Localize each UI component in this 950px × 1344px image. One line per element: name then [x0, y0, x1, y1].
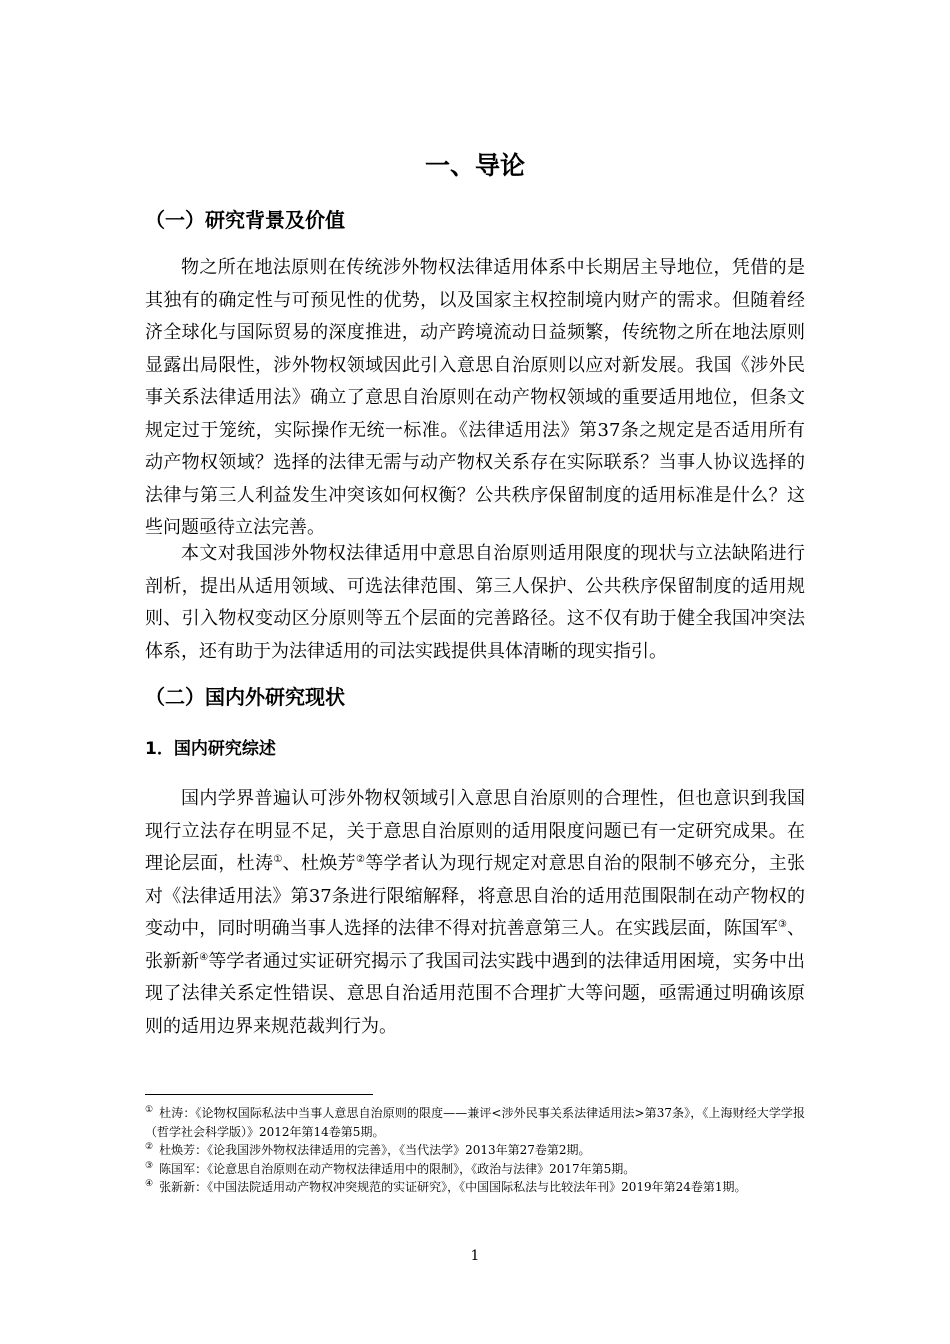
paragraph-text: 等学者通过实证研究揭示了我国司法实践中遇到的法律适用困境，实务中出现了法律关系定性错误、意思自治适用范围不合理扩大等问题，亟需通过明确该原则的适用边界来规范裁判行为。	[145, 950, 806, 1037]
footnote-mark: ②	[145, 1142, 154, 1153]
section-title-background: （一）研究背景及价值	[145, 208, 345, 232]
footnote-text: 陈国军：《论意思自治原则在动产物权法律适用中的限制》，《政治与法律》2017年第5期。	[159, 1161, 636, 1176]
footnote-mark: ③	[145, 1160, 154, 1171]
paragraph-background: 物之所在地法原则在传统涉外物权法律适用体系中长期居主导地位，凭借的是其独有的确定性与可预见性的优势，以及国家主权控制境内财产的需求。但随着经济全球化与国际贸易的深度推进，动产跨境流动日益频繁，传统物之所在地法原则显露出局限性，涉外物权领域因此引入意思自治原则以应对新发展。我国《涉外民事关系法律适用法》确立了意思自治原则在动产物权领域的重要适用地位，但条文规定过于笼统，实际操作无统一标准。《法律适用法》第37条之规定是否适用所有动产物权领域？选择的法律无需与动产物权关系存在实际联系？当事人协议选择的法律与第三人利益发生冲突该如何权衡？公共秩序保留制度的适用标准是什么？这些问题亟待立法完善。	[145, 257, 805, 538]
paragraph-text: 国内学界普遍认可涉外物权领域引入意思自治原则的合理性，但也意识到我国现行立法存在明显不足，关于意思自治原则的适用限度问题已有一定研究成果。在理论层面，杜涛	[145, 788, 805, 874]
paragraph-purpose: 本文对我国涉外物权法律适用中意思自治原则适用限度的现状与立法缺陷进行剖析，提出从适用领域、可选法律范围、第三人保护、公共秩序保留制度的适用规则、引入物权变动区分原则等五个层面的完善路径。这不仅有助于健全我国冲突法体系，还有助于为法律适用的司法实践提供具体清晰的现实指引。	[145, 543, 805, 662]
footnote-ref[interactable]: ③	[777, 919, 788, 930]
chapter-title: 一、导论	[424, 151, 525, 180]
footnote-text: 杜涛：《论物权国际私法中当事人意思自治原则的限度——兼评<涉外民事关系法律适用法>第37条》，《上海财经大学学报（哲学社会科学版）》2012年第14卷第5期。	[145, 1106, 805, 1139]
footnote-item	[145, 1104, 805, 1141]
page-number: 1	[470, 1248, 480, 1264]
footnote-ref[interactable]: ①	[273, 854, 283, 865]
footnote-text: 杜焕芳：《论我国涉外物权法律适用的完善》，《当代法学》2013年第27卷第2期。	[159, 1143, 591, 1158]
footnote-item	[145, 1178, 805, 1197]
footnote-item	[145, 1141, 805, 1160]
paragraph-text: 、张新新	[145, 918, 806, 972]
footnote-text: 张新新：《中国法院适用动产物权冲突规范的实证研究》，《中国国际私法与比较法年刊》2019年第24卷第1期。	[159, 1180, 747, 1195]
footnote-divider	[145, 1094, 373, 1095]
paragraph-text: 等学者认为现行规定对意思自治的限制不够充分，主张对《法律适用法》第37条进行限缩解释，将意思自治的适用范围限制在动产物权的变动中，同时明确当事人选择的法律不得对抗善意第三人。在实践层面，陈国军	[145, 853, 806, 939]
paragraph-text: 、杜焕芳	[282, 853, 357, 874]
footnotes	[145, 1104, 805, 1197]
section-title-research-status: （二）国内外研究现状	[145, 685, 345, 709]
paragraph-domestic-review	[145, 783, 805, 1043]
footnote-item	[145, 1160, 805, 1179]
footnote-mark: ①	[145, 1105, 154, 1115]
footnote-ref[interactable]: ②	[356, 854, 366, 865]
footnote-ref[interactable]: ④	[199, 951, 209, 963]
subsection-title-domestic: 1．国内研究综述	[145, 739, 276, 759]
footnote-mark: ④	[145, 1179, 154, 1190]
